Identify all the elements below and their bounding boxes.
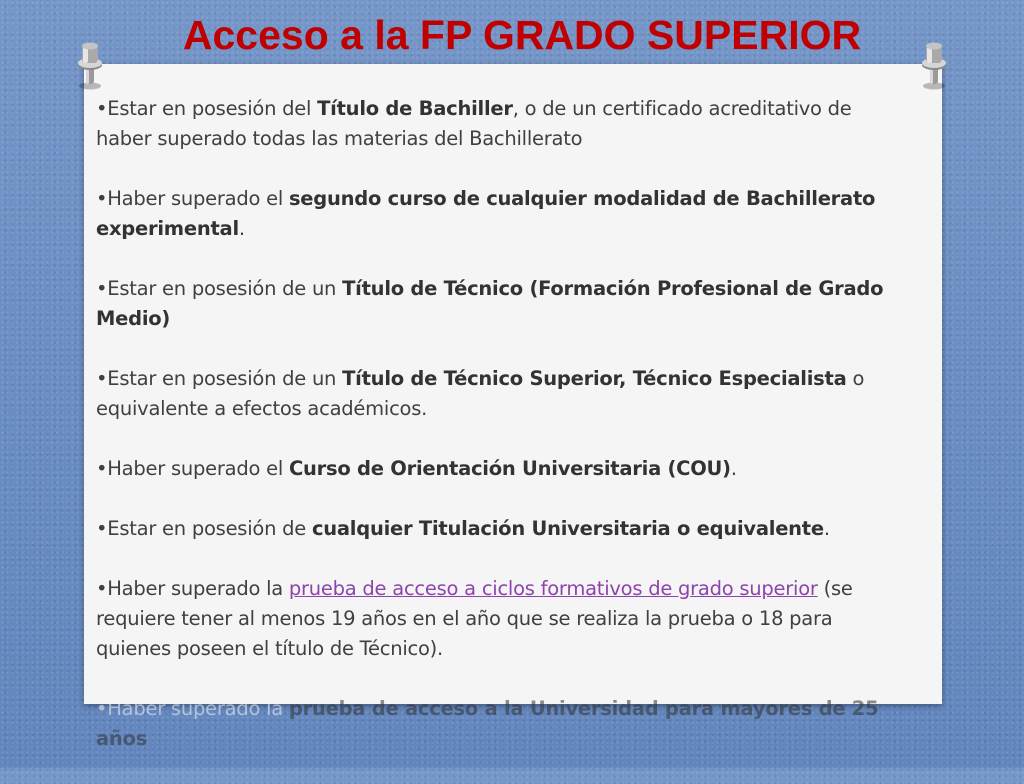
list-item: •Estar en posesión de un Título de Técnico Superior, Técnico Especialista o equivalente a efectos académicos. [96,367,865,420]
list-item: •Estar en posesión de cualquier Titulación Universitaria o equivalente. [96,517,830,540]
requirements-list [96,94,904,784]
pushpin-icon [918,40,950,90]
list-item: •Haber superado el Curso de Orientación Universitaria (COU). [96,457,737,480]
prueba-acceso-link[interactable]: prueba de acceso a ciclos formativos de grado superior [288,577,818,600]
list-item: •Haber superado el segundo curso de cualquier modalidad de Bachillerato experimental. [96,187,876,240]
list-item: •Estar en posesión del Título de Bachiller, o de un certificado acreditativo de haber superado todas las materias del Bachillerato [96,97,852,150]
list-item: •Estar en posesión de un Título de Técnico (Formación Profesional de Grado Medio) [96,277,884,330]
slide-title: Acceso a la FP GRADO SUPERIOR [182,12,862,58]
pushpin-icon [74,40,106,90]
list-item: •Haber superado la prueba de acceso a ciclos formativos de grado superior (se requiere tener al menos 19 años en el año que se realiza la prueba o 18 para quienes poseen el título de Técnico). [96,577,853,660]
list-item: •Haber superado la prueba de acceso a la Universidad para mayores de 25 años [96,697,879,750]
